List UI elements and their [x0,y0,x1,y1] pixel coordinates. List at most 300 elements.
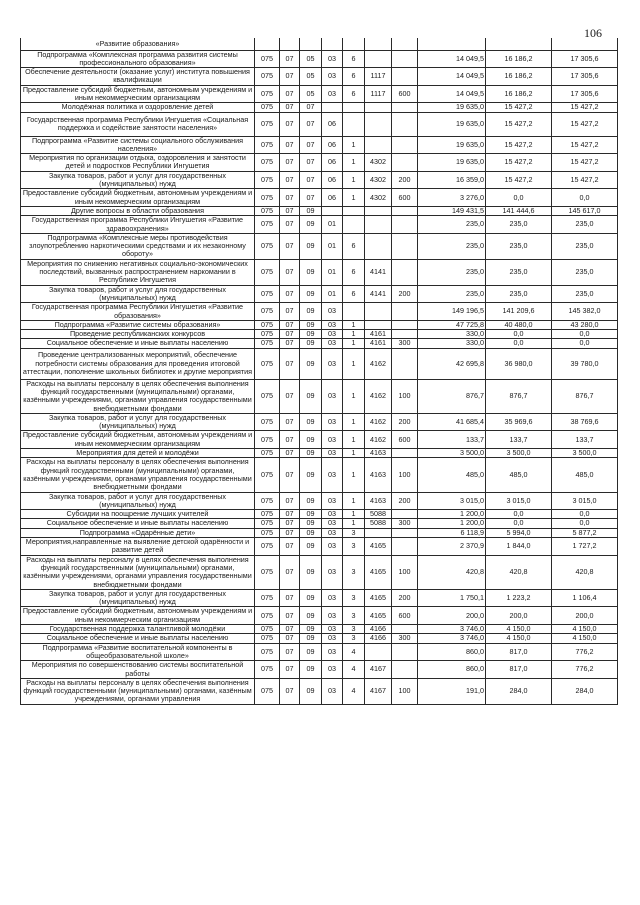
table-row [21,50,618,68]
row-amount-2: 0,0 [486,519,552,528]
row-code-section: 07 [280,348,300,379]
row-amount-2: 817,0 [486,661,552,679]
row-code-section: 07 [280,112,300,136]
table-row [21,678,618,704]
table-row [21,625,618,634]
row-amount-3: 1 106,4 [552,589,618,607]
row-code-subprogram: 1 [343,492,365,510]
row-amount-3: 4 150,0 [552,625,618,634]
row-code-ved: 075 [255,625,280,634]
row-amount-2: 3 500,0 [486,449,552,458]
table-row [21,154,618,172]
row-code-expense-type: 200 [392,285,418,303]
row-code-subprogram: 1 [343,379,365,413]
row-name: Другие вопросы в области образования [21,206,255,215]
row-code-direction: 4166 [365,634,392,643]
row-code-ved: 075 [255,492,280,510]
row-code-ved: 075 [255,171,280,189]
row-amount-1: 485,0 [418,458,486,492]
row-amount-3: 235,0 [552,216,618,234]
row-code-ved: 075 [255,189,280,207]
row-code-ved: 075 [255,379,280,413]
row-amount-3: 3 500,0 [552,449,618,458]
row-code-section: 07 [280,285,300,303]
row-code-program: 03 [322,607,343,625]
row-code-section: 07 [280,68,300,86]
row-amount-3: 15 427,2 [552,154,618,172]
row-name: Обеспечение деятельности (оказание услуг) института повышения квалификации [21,68,255,86]
row-code-ved: 075 [255,510,280,519]
table-row [21,285,618,303]
row-code-subsection: 09 [300,458,322,492]
row-code-subsection: 07 [300,171,322,189]
row-code-expense-type [392,259,418,285]
row-amount-2: 1 223,2 [486,589,552,607]
table-row [21,379,618,413]
table-row [21,510,618,519]
row-code-program: 03 [322,303,343,321]
row-amount-1: 1 200,0 [418,519,486,528]
row-amount-3: 17 305,6 [552,85,618,103]
row-amount-2: 15 427,2 [486,136,552,154]
row-amount-2: 0,0 [486,510,552,519]
row-code-program: 03 [322,555,343,589]
table-row [21,189,618,207]
row-amount-2: 0,0 [486,189,552,207]
row-amount-2: 485,0 [486,458,552,492]
row-code-subsection: 07 [300,112,322,136]
table-row [21,103,618,112]
row-code-subprogram: 1 [343,510,365,519]
row-code-program: 03 [322,528,343,537]
row-code-ved: 075 [255,519,280,528]
row-name: Закупка товаров, работ и услуг для государственных (муниципальных) нужд [21,492,255,510]
row-amount-2: 420,8 [486,555,552,589]
row-code-subprogram: 6 [343,85,365,103]
row-code-subprogram: 1 [343,413,365,431]
row-code-direction: 4165 [365,538,392,556]
row-name: Проведение централизованных мероприятий, обеспечение потребности системы образования для проведения итоговой аттестации, пополнение школьных библиотек и другие мероприятия [21,348,255,379]
row-code-expense-type [392,510,418,519]
row-code-expense-type: 100 [392,555,418,589]
row-code-program: 03 [322,661,343,679]
row-code-ved: 075 [255,154,280,172]
row-code-expense-type: 600 [392,431,418,449]
row-code-direction: 1117 [365,85,392,103]
row-code-direction: 1117 [365,68,392,86]
row-code-section: 07 [280,154,300,172]
row-code-expense-type: 200 [392,171,418,189]
table-row [21,589,618,607]
row-code-subprogram: 6 [343,68,365,86]
row-code-subprogram [343,112,365,136]
row-code-ved: 075 [255,643,280,661]
table-row [21,458,618,492]
row-code-subprogram: 1 [343,458,365,492]
row-code-program: 03 [322,320,343,329]
row-name: Государственная программа Республики Ингушетия «Развитие здравоохранения» [21,216,255,234]
row-name: Социальное обеспечение и иные выплаты населению [21,634,255,643]
row-code-expense-type [392,303,418,321]
row-amount-2: 15 427,2 [486,112,552,136]
row-code-direction: 5088 [365,510,392,519]
table-row [21,492,618,510]
row-amount-2: 1 844,0 [486,538,552,556]
row-amount-1: 330,0 [418,330,486,339]
row-code-program: 03 [322,625,343,634]
row-code-subprogram [343,206,365,215]
row-code-direction: 5088 [365,519,392,528]
row-amount-3: 235,0 [552,285,618,303]
table-row [21,38,618,50]
row-name: Мероприятия по организации отдыха, оздоровления и занятости детей и подростков Республики Ингушетия [21,154,255,172]
row-code-subsection: 09 [300,285,322,303]
row-name: Подпрограмма «Комплексная программа развития системы профессионального образования» [21,50,255,68]
row-name: Молодёжная политика и оздоровление детей [21,103,255,112]
row-code-direction [365,216,392,234]
row-amount-3: 876,7 [552,379,618,413]
row-code-program: 06 [322,154,343,172]
row-code-program: 01 [322,216,343,234]
row-code-ved: 075 [255,678,280,704]
row-code-section: 07 [280,634,300,643]
row-amount-3: 0,0 [552,339,618,348]
table-row [21,303,618,321]
row-code-direction [365,136,392,154]
row-code-expense-type: 200 [392,589,418,607]
row-code-program: 03 [322,510,343,519]
row-code-expense-type [392,661,418,679]
row-amount-1: 41 685,4 [418,413,486,431]
row-amount-1: 235,0 [418,285,486,303]
row-code-expense-type [392,68,418,86]
row-amount-1: 14 049,5 [418,50,486,68]
row-code-expense-type [392,216,418,234]
row-code-subprogram: 6 [343,259,365,285]
row-code-expense-type [392,233,418,259]
row-amount-3: 5 877,2 [552,528,618,537]
row-code-subsection: 09 [300,431,322,449]
row-code-section: 07 [280,259,300,285]
row-code-direction: 4165 [365,555,392,589]
table-row [21,171,618,189]
row-amount-1: 876,7 [418,379,486,413]
row-code-program: 03 [322,458,343,492]
row-code-program: 03 [322,519,343,528]
row-code-ved: 075 [255,103,280,112]
row-code-direction: 4165 [365,589,392,607]
row-name: Закупка товаров, работ и услуг для государственных (муниципальных) нужд [21,589,255,607]
row-amount-1: 3 015,0 [418,492,486,510]
row-code-ved: 075 [255,413,280,431]
row-name: Расходы на выплаты персоналу в целях обеспечения выполнения функций государственными (муниципальными) органами, казёнными учреждениями, органами управления государственными внебюджетными фондами [21,379,255,413]
row-code-subsection: 09 [300,607,322,625]
row-code-expense-type: 300 [392,339,418,348]
row-code-expense-type [392,320,418,329]
row-code-direction: 4141 [365,285,392,303]
row-code-ved: 075 [255,206,280,215]
row-amount-1: 3 500,0 [418,449,486,458]
row-code-expense-type [392,348,418,379]
row-code-subprogram: 1 [343,189,365,207]
row-amount-3: 0,0 [552,330,618,339]
row-amount-2: 284,0 [486,678,552,704]
row-code-subsection: 07 [300,136,322,154]
row-amount-2: 35 969,6 [486,413,552,431]
row-amount-1: 16 359,0 [418,171,486,189]
row-amount-2: 16 186,2 [486,68,552,86]
row-code-section: 07 [280,528,300,537]
row-code-direction: 4163 [365,449,392,458]
row-code-subprogram: 1 [343,320,365,329]
row-code-program: 06 [322,112,343,136]
row-amount-2: 15 427,2 [486,154,552,172]
row-amount-3: 39 780,0 [552,348,618,379]
row-code-program: 03 [322,589,343,607]
row-code-subsection: 09 [300,510,322,519]
row-code-subsection: 09 [300,661,322,679]
row-code-expense-type [392,330,418,339]
row-code-ved: 075 [255,85,280,103]
row-code-subprogram [343,216,365,234]
row-code-expense-type [392,50,418,68]
table-row [21,348,618,379]
row-code-direction [365,303,392,321]
row-code-subprogram: 1 [343,171,365,189]
row-code-subsection: 07 [300,154,322,172]
row-amount-2: 141 444,6 [486,206,552,215]
row-code-ved: 075 [255,634,280,643]
row-amount-3: 17 305,6 [552,50,618,68]
row-code-direction: 4167 [365,661,392,679]
row-code-subsection: 09 [300,589,322,607]
row-code-expense-type [392,103,418,112]
row-amount-3: 1 727,2 [552,538,618,556]
row-amount-2: 15 427,2 [486,171,552,189]
row-amount-2: 235,0 [486,259,552,285]
row-name: Подпрограмма «Развитие воспитательной компоненты в общеобразовательной школе» [21,643,255,661]
row-code-subsection: 07 [300,103,322,112]
row-amount-3: 15 427,2 [552,136,618,154]
row-code-subsection: 09 [300,348,322,379]
table-row [21,555,618,589]
row-code-ved: 075 [255,285,280,303]
row-amount-2: 141 209,6 [486,303,552,321]
row-code-ved: 075 [255,431,280,449]
row-amount-2: 40 480,0 [486,320,552,329]
table-row [21,528,618,537]
row-code-subsection: 09 [300,625,322,634]
row-code-subsection: 09 [300,233,322,259]
row-code-program: 03 [322,643,343,661]
row-amount-1: 149 431,5 [418,206,486,215]
row-amount-3: 776,2 [552,661,618,679]
row-code-expense-type [392,625,418,634]
row-code-ved: 075 [255,555,280,589]
row-amount-1: 860,0 [418,643,486,661]
row-code-subprogram: 3 [343,528,365,537]
row-code-ved: 075 [255,50,280,68]
row-code-subsection: 05 [300,50,322,68]
row-code-subprogram: 1 [343,519,365,528]
row-amount-1: 1 750,1 [418,589,486,607]
row-amount-1: 1 200,0 [418,510,486,519]
row-code-direction: 4162 [365,413,392,431]
row-name: Предоставление субсидий бюджетным, автономным учреждениям и иным некоммерческим организациям [21,431,255,449]
row-amount-1: 2 370,9 [418,538,486,556]
row-code-direction: 4165 [365,607,392,625]
row-code-direction [365,643,392,661]
row-name: Государственная поддержка талантливой молодёжи [21,625,255,634]
row-code-expense-type [392,112,418,136]
row-code-section: 07 [280,206,300,215]
row-code-program: 01 [322,259,343,285]
row-amount-3: 15 427,2 [552,171,618,189]
row-code-expense-type [392,136,418,154]
row-code-subsection: 09 [300,538,322,556]
row-code-direction [365,233,392,259]
row-code-section: 07 [280,589,300,607]
row-code-subprogram: 1 [343,348,365,379]
row-amount-3: 15 427,2 [552,103,618,112]
row-amount-3: 145 617,0 [552,206,618,215]
row-name: Подпрограмма «Одарённые дети» [21,528,255,537]
row-code-expense-type [392,538,418,556]
row-amount-1: 19 635,0 [418,112,486,136]
row-code-program [322,206,343,215]
row-name: Предоставление субсидий бюджетным, автономным учреждениям и иным некоммерческим организациям [21,189,255,207]
row-code-direction: 4162 [365,431,392,449]
row-amount-3: 145 382,0 [552,303,618,321]
row-code-expense-type [392,528,418,537]
row-code-subprogram [343,103,365,112]
row-code-program: 03 [322,50,343,68]
row-code-section: 07 [280,492,300,510]
row-code-subsection: 09 [300,492,322,510]
row-code-program: 03 [322,431,343,449]
row-code-section: 07 [280,449,300,458]
row-name: Проведение республиканских конкурсов [21,330,255,339]
row-amount-3: 43 280,0 [552,320,618,329]
row-amount-1: 235,0 [418,259,486,285]
row-name: Государственная программа Республики Ингушетия «Социальная поддержка и содействие занятости населения» [21,112,255,136]
row-code-direction [365,50,392,68]
row-code-ved: 075 [255,449,280,458]
row-name: Подпрограмма «Развитие системы социального обслуживания населения» [21,136,255,154]
row-code-expense-type [392,154,418,172]
row-code-section: 07 [280,50,300,68]
row-code-section: 07 [280,330,300,339]
row-code-ved: 075 [255,661,280,679]
row-amount-3: 3 015,0 [552,492,618,510]
row-code-subprogram: 1 [343,136,365,154]
row-amount-2: 4 150,0 [486,625,552,634]
row-code-ved: 075 [255,330,280,339]
row-name: Предоставление субсидий бюджетным, автономным учреждениям и иным некоммерческим организациям [21,85,255,103]
table-row [21,320,618,329]
row-amount-1: 235,0 [418,216,486,234]
row-code-direction [365,206,392,215]
table-row [21,607,618,625]
row-code-subsection: 09 [300,519,322,528]
row-code-section: 07 [280,303,300,321]
row-code-ved: 075 [255,528,280,537]
row-code-program: 03 [322,85,343,103]
row-code-subprogram: 3 [343,589,365,607]
row-name: Социальное обеспечение и иные выплаты населению [21,339,255,348]
row-code-subsection: 09 [300,330,322,339]
row-amount-1: 200,0 [418,607,486,625]
row-code-direction: 4162 [365,348,392,379]
row-code-program: 03 [322,348,343,379]
row-code-section: 07 [280,379,300,413]
row-name: Субсидии на поощрение лучших учителей [21,510,255,519]
row-code-ved: 075 [255,458,280,492]
row-code-expense-type [392,643,418,661]
row-amount-1: 14 049,5 [418,68,486,86]
row-code-program: 06 [322,136,343,154]
row-code-direction: 4162 [365,379,392,413]
row-code-section: 07 [280,458,300,492]
row-code-direction: 4302 [365,154,392,172]
row-code-direction [365,103,392,112]
row-amount-1: 3 746,0 [418,634,486,643]
row-code-section: 07 [280,189,300,207]
row-amount-3: 0,0 [552,519,618,528]
row-name: Расходы на выплаты персоналу в целях обеспечения выполнения функций государственными (муниципальными) органами, казёнными учреждениями, органами управления государственными внебюджетными фондами [21,458,255,492]
row-code-expense-type: 300 [392,634,418,643]
row-code-program: 03 [322,449,343,458]
row-amount-1: 133,7 [418,431,486,449]
row-amount-1: 14 049,5 [418,85,486,103]
row-code-expense-type [392,206,418,215]
row-amount-3: 235,0 [552,259,618,285]
row-amount-1: 47 725,8 [418,320,486,329]
row-name: Социальное обеспечение и иные выплаты населению [21,519,255,528]
row-code-section: 07 [280,510,300,519]
row-name: Расходы на выплаты персоналу в целях обеспечения выполнения функций государственными (муниципальными) органами, казённым учреждениями, органами управления [21,678,255,704]
row-code-subprogram: 1 [343,339,365,348]
row-amount-2: 235,0 [486,285,552,303]
row-name: Мероприятия,направленные на выявление детской одарённости и развитие детей [21,538,255,556]
row-code-program: 03 [322,492,343,510]
row-code-section: 07 [280,339,300,348]
row-code-ved: 075 [255,233,280,259]
row-code-subprogram: 4 [343,643,365,661]
row-code-expense-type: 100 [392,379,418,413]
row-amount-2: 817,0 [486,643,552,661]
row-name: «Развитие образования» [21,38,255,50]
row-name: Расходы на выплаты персоналу в целях обеспечения выполнения функций государственными (муниципальными) органами, казёнными учреждениями, органами управления государственными внебюджетными фондами [21,555,255,589]
row-name: Мероприятия для детей и молодёжи [21,449,255,458]
row-amount-1: 19 635,0 [418,154,486,172]
row-amount-2: 0,0 [486,339,552,348]
row-code-expense-type: 100 [392,458,418,492]
row-code-program: 01 [322,233,343,259]
row-code-subsection: 09 [300,634,322,643]
row-amount-3: 0,0 [552,510,618,519]
row-code-ved: 075 [255,348,280,379]
row-name: Закупка товаров, работ и услуг для государственных (муниципальных) нужд [21,285,255,303]
row-code-subprogram: 3 [343,625,365,634]
row-code-subsection: 09 [300,216,322,234]
row-code-section: 07 [280,661,300,679]
table-row [21,330,618,339]
row-code-ved: 075 [255,303,280,321]
table-row [21,643,618,661]
row-amount-2: 36 980,0 [486,348,552,379]
row-code-section: 07 [280,431,300,449]
